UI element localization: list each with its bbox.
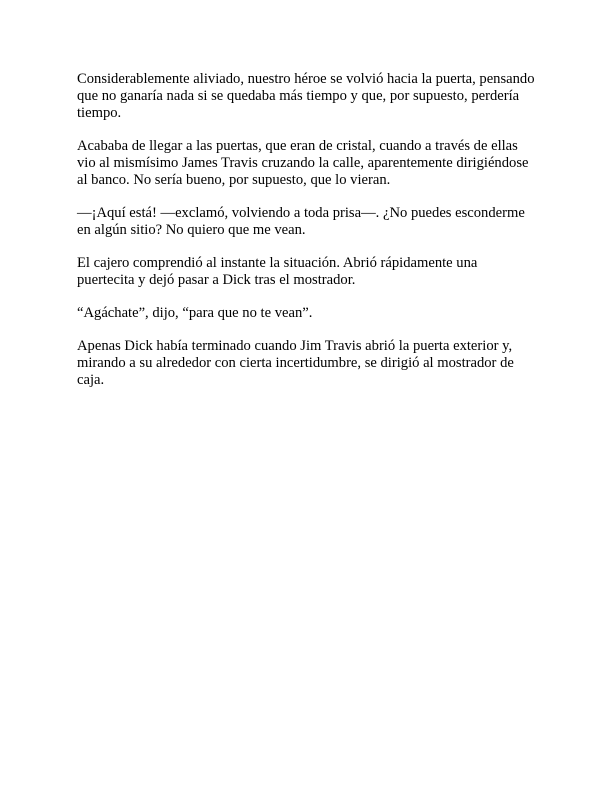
paragraph-3: —¡Aquí está! —exclamó, volviendo a toda prisa—. ¿No puedes esconderme en algún sitio? No quiero que me vean. [77,205,525,238]
paragraph-2: Acababa de llegar a las puertas, que eran de cristal, cuando a través de ellas vio al mismísimo James Travis cruzando la calle, aparentemente dirigiéndose al banco. No sería bueno, por supuesto, que lo vieran. [77,138,529,188]
document-body [77,71,537,405]
paragraph-1: Considerablemente aliviado, nuestro héroe se volvió hacia la puerta, pensando que no ganaría nada si se quedaba más tiempo y que, por supuesto, perdería tiempo. [77,71,535,121]
paragraph-4: El cajero comprendió al instante la situación. Abrió rápidamente una puertecita y dejó pasar a Dick tras el mostrador. [77,255,478,288]
paragraph-5: “Agáchate”, dijo, “para que no te vean”. [77,305,313,321]
paragraph-6: Apenas Dick había terminado cuando Jim Travis abrió la puerta exterior y, mirando a su alrededor con cierta incertidumbre, se dirigió al mostrador de caja. [77,338,514,388]
